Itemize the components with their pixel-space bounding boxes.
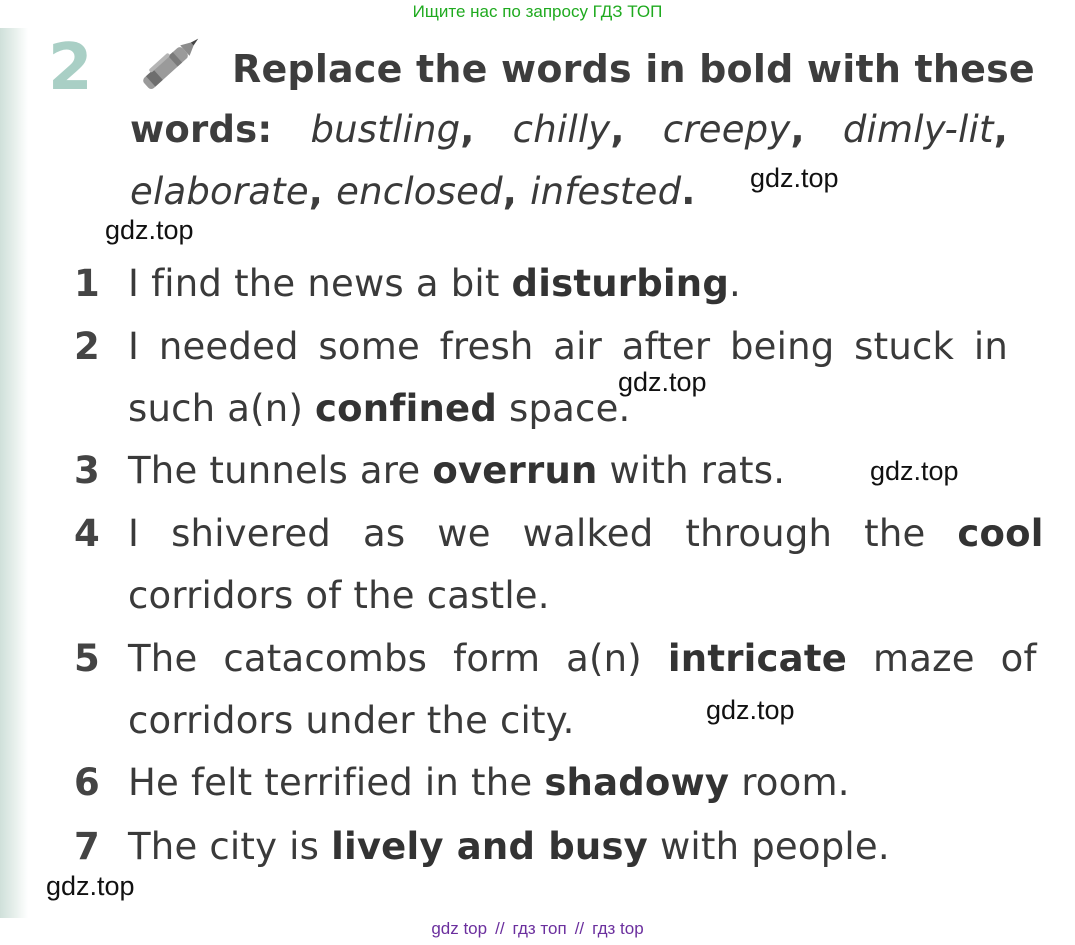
pen-icon (130, 28, 210, 100)
watermark-text: gdz.top (706, 695, 795, 725)
bold-word: confined (315, 387, 498, 430)
instruction-words-line (130, 108, 1008, 151)
word-option: chilly, (512, 108, 625, 151)
item-sentence: The city is lively and busy with people. (128, 825, 890, 868)
item-sentence: I needed some fresh air after being stuck in (128, 325, 1008, 368)
item-number: 2 (74, 325, 100, 368)
word-option: elaborate, (130, 170, 324, 213)
item-number: 3 (74, 449, 100, 492)
footer-link[interactable]: гдз top (592, 919, 644, 938)
item-sentence: I find the news a bit disturbing. (128, 262, 741, 305)
watermark-text: gdz.top (618, 367, 707, 397)
footer-separator: // (574, 919, 585, 938)
instruction-words-line-2 (130, 170, 696, 213)
item-sentence: The tunnels are overrun with rats. (128, 449, 786, 492)
watermark-text: gdz.top (46, 871, 135, 901)
item-sentence: I shivered as we walked through the cool (128, 512, 1044, 555)
word-option: creepy, (662, 108, 805, 151)
page-edge-shade (0, 28, 28, 918)
item-number: 5 (74, 637, 100, 680)
footer-separator: // (495, 919, 505, 938)
word-option: bustling, (310, 108, 475, 151)
bold-word: overrun (432, 449, 598, 492)
footer-links (0, 919, 1075, 939)
item-number: 4 (74, 512, 100, 555)
exercise-number: 2 (48, 31, 93, 105)
item-sentence: He felt terrified in the shadowy room. (128, 761, 850, 804)
item-sentence-continued: corridors under the city. (128, 699, 575, 742)
bold-word: cool (957, 512, 1044, 555)
footer-link[interactable]: гдз топ (512, 919, 567, 938)
instruction-lead: Replace the words in bold with these (232, 47, 1035, 91)
word-option: enclosed, (336, 170, 518, 213)
word-option: infested. (530, 170, 696, 213)
word-option: dimly-lit, (842, 108, 1008, 151)
bold-word: disturbing (511, 262, 730, 305)
watermark-text: gdz.top (105, 215, 194, 245)
item-number: 7 (74, 825, 100, 868)
item-number: 6 (74, 761, 100, 804)
watermark-text: gdz.top (750, 163, 839, 193)
instruction-words-label: words: (130, 108, 273, 151)
item-sentence-continued: such a(n) confined space. (128, 387, 631, 430)
item-sentence: The catacombs form a(n) intricate maze of (128, 637, 1037, 680)
bold-word: shadowy (544, 761, 730, 804)
item-number: 1 (74, 262, 100, 305)
search-hint-link[interactable]: Ищите нас по запросу ГДЗ ТОП (412, 2, 663, 21)
bold-word: lively and busy (331, 825, 648, 868)
bold-word: intricate (667, 637, 848, 680)
item-sentence-continued: corridors of the castle. (128, 574, 550, 617)
footer-link[interactable]: gdz top (431, 919, 488, 938)
watermark-text: gdz.top (870, 456, 959, 486)
